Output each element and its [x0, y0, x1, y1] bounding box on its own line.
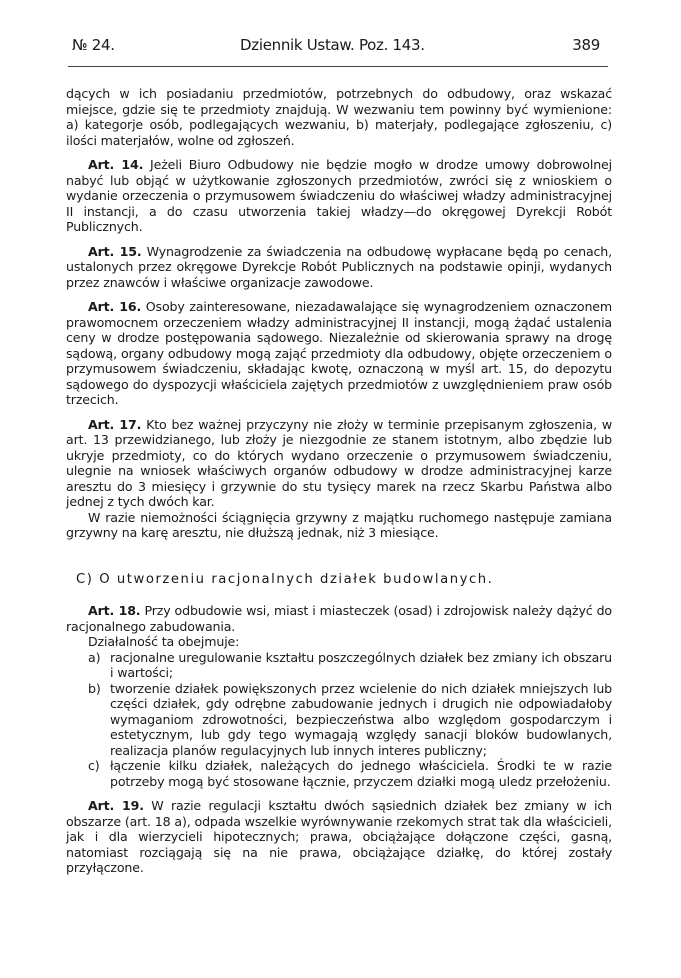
article-label: Art. 19. [88, 798, 144, 813]
activity-list [88, 650, 612, 790]
issue-number: № 24. [72, 36, 115, 54]
page-number: 389 [572, 36, 600, 54]
article-label: Art. 15. [88, 243, 142, 259]
list-item [88, 650, 612, 681]
header-rule [68, 66, 608, 67]
article-18 [66, 603, 612, 634]
list-item-text: tworzenie działek powiększonych przez wcielenie do nich działek mniejszych lub części działek, gdy odrębne zabudowanie jednych i drugich nie odpowiadałoby wymaganiom zdrowotności, bezpieczeństwa albo względom gospodarczym i estetycznym, lub gdy tego wymagają względy sanacji bloków budowlanych, realizacja planów regulacyjnych lub innych interes publiczny; [110, 680, 612, 758]
article-text: Jeżeli Biuro Odbudowy nie będzie mogło w drodze umowy dobrowolnej nabyć lub objąć w użytkowanie zgłoszonych przedmiotów, zwróci się z wnioskiem o wydanie orzeczenia o przymusowem świadczeniu do właściwej władzy administracyjnej II instancji, a do czasu utworzenia takiej władzy—do okręgowej Dyrekcji Robót Publicznych. [66, 157, 612, 234]
section-heading: C) O utworzeniu racjonalnych działek budowlanych. [76, 571, 494, 587]
article-17 [66, 417, 612, 510]
article-17-continuation: W razie niemożności ściągnięcia grzywny z majątku ruchomego następuje zamiana grzywny na karę aresztu, nie dłuższą jednak, niż 3 miesiące. [66, 509, 612, 540]
list-marker: a) [88, 649, 101, 665]
list-item [88, 681, 612, 759]
list-item-text: racjonalne uregulowanie kształtu poszczególnych działek bez zmiany ich obszaru i wartości; [110, 649, 612, 680]
list-item [88, 758, 612, 789]
article-text: Przy odbudowie wsi, miast i miasteczek (osad) i zdrojowisk należy dążyć do racjonalnego zabudowania. [66, 603, 612, 634]
article-text: Osoby zainteresowane, niezadawalające się wynagrodzeniem oznaczonem prawomocnem orzeczeniem władzy administracyjnej II instancji, mogą żądać ustalenia ceny w drodze postępowania sądowego. Niezależnie od skierowania sprawy na drogę sądową, organy odbudowy mogą zająć przedmioty dla odbudowy, objęte orzeczeniem o przymusowem świadczeniu, składając kwotę, oznaczoną w myśl art. 15, do depozytu sądowego do dyspozycji właściciela zajętych przedmiotów z uwzględnieniem praw osób trzecich. [66, 299, 612, 407]
list-marker: c) [88, 758, 100, 773]
page-body [66, 86, 612, 876]
paragraph-continuation: dących w ich posiadaniu przedmiotów, potrzebnych do odbudowy, oraz wskazać miejsce, gdzie się te przedmioty znajdują. W wezwaniu tem powinny być wymienione: a) kategorje osób, podlegających wezwaniu, b) materjały, podlegające zgłoszeniu, c) ilości materjałów, wolne od zgłoszeń. [66, 86, 612, 148]
article-16 [66, 299, 612, 408]
page-header [72, 36, 600, 58]
list-intro: Działalność ta obejmuje: [88, 634, 240, 649]
article-label: Art. 14. [88, 157, 144, 172]
article-text: Wynagrodzenie za świadczenia na odbudowę wypłacane będą po cenach, ustalonych przez okręgowe Dyrekcje Robót Publicznych na podstawie opinji, wydanych przez znawców i właściwe organizacje zawodowe. [66, 243, 612, 290]
article-text: Kto bez ważnej przyczyny nie złoży w terminie przepisanym zgłoszenia, w art. 13 przewidzianego, lub złoży je niezgodnie ze stanem istotnym, albo zbędzie lub ukryje przedmioty, co do których wydano orzeczenie o przymusowem świadczeniu, ulegnie na wniosek właściwych organów odbudowy w drodze administracyjnej karze aresztu do 3 miesięcy i grzywnie do stu tysięcy marek na rzecz Skarbu Państwa albo jednej z tych dwóch kar. [66, 416, 612, 509]
journal-title: Dziennik Ustaw. Poz. 143. [240, 36, 425, 54]
article-15 [66, 244, 612, 291]
list-marker: b) [88, 680, 101, 696]
article-14 [66, 157, 612, 235]
article-label: Art. 16. [88, 299, 142, 314]
article-19 [66, 798, 612, 876]
article-text: W razie regulacji kształtu dwóch sąsiednich działek bez zmiany w ich obszarze (art. 18 a), odpada wszelkie wyrównywanie rzekomych strat tak dla właścicieli, jak i dla wierzycieli hipotecznych; prawa, obciążające dołączone części, gasną, natomiast rozciągają się na nie prawa, obciążające działkę, do której zostały przyłączone. [66, 798, 612, 875]
article-label: Art. 17. [88, 416, 142, 432]
article-label: Art. 18. [88, 603, 141, 618]
list-item-text: łączenie kilku działek, należących do jednego właściciela. Środki te w razie potrzeby mogą być stosowane łącznie, przyczem działki mogą uledz przełożeniu. [110, 758, 612, 789]
